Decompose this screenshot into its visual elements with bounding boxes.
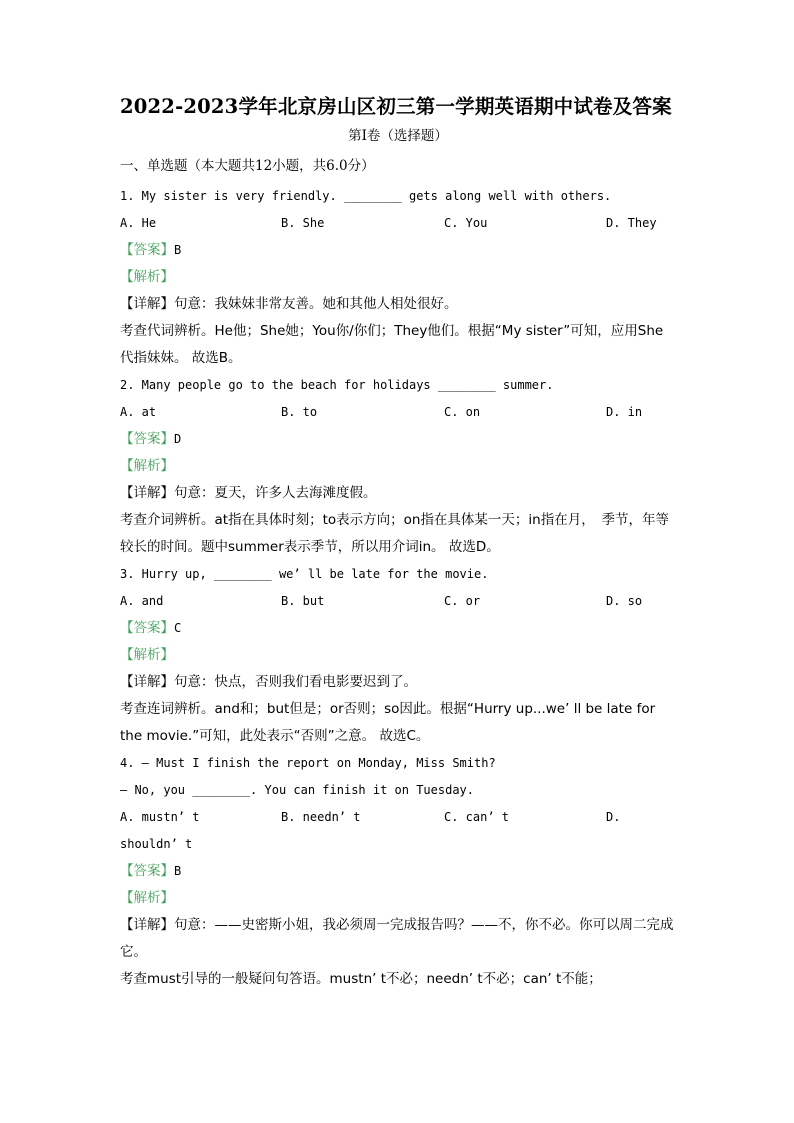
option-d: D. [606, 810, 621, 824]
detail-label: 【详解】 [120, 917, 174, 933]
analysis-label: 【解析】 [120, 890, 174, 906]
option-d: D. in [606, 405, 643, 419]
detail-line [120, 912, 676, 966]
option-b: B. She [281, 216, 325, 230]
explanation-text: 考查must引导的一般疑问句答语。mustn’ t不必；needn’ t不必；can’ t不能； [120, 971, 602, 987]
explanation-text: 考查代词辨析。He他；She她；You你/你们；They他们。根据“My sister”可知，应用She代指妹妹。 故选B。 [120, 323, 664, 366]
answer-value: B [174, 243, 182, 257]
question-2 [120, 372, 676, 561]
question-stem: 2. Many people go to the beach for holidays ________ summer. [120, 378, 554, 392]
question-stem-reply: — No, you ________. You can finish it on Tuesday. [120, 783, 475, 797]
explanation-text: 考查介词辨析。at指在具体时刻；to表示方向；on指在具体某一天；in指在月， 季节，年等较长的时间。题中summer表示季节，所以用介词in。 故选D。 [120, 512, 669, 555]
option-a: A. at [120, 405, 157, 419]
question-stem: 4. — Must I finish the report on Monday, Miss Smith? [120, 756, 496, 770]
answer-label: 【答案】 [120, 242, 174, 258]
option-d: D. They [606, 216, 657, 230]
document-page [120, 92, 676, 993]
options-row [120, 588, 676, 615]
detail-line [120, 291, 676, 318]
answer-line [120, 237, 676, 264]
detail-text: 句意：夏天，许多人去海滩度假。 [174, 485, 377, 501]
detail-text: 句意：快点，否则我们看电影要迟到了。 [174, 674, 417, 690]
answer-value: B [174, 864, 182, 878]
option-a: A. He [120, 216, 157, 230]
option-c: C. You [444, 216, 488, 230]
section-heading: 一、单选题（本大题共12小题，共6.0分） [120, 158, 375, 174]
options-row [120, 210, 676, 237]
question-stem: 1. My sister is very friendly. ________ gets along well with others. [120, 189, 612, 203]
question-4 [120, 750, 676, 993]
answer-value: D [174, 432, 182, 446]
option-a: A. and [120, 594, 164, 608]
detail-label: 【详解】 [120, 296, 174, 312]
answer-label: 【答案】 [120, 620, 174, 636]
option-b: B. needn’ t [281, 810, 361, 824]
question-3 [120, 561, 676, 750]
answer-value: C [174, 621, 182, 635]
option-c: C. on [444, 405, 481, 419]
detail-line [120, 480, 676, 507]
answer-label: 【答案】 [120, 863, 174, 879]
option-c: C. can’ t [444, 810, 510, 824]
options-row [120, 399, 676, 426]
answer-line [120, 426, 676, 453]
analysis-label: 【解析】 [120, 458, 174, 474]
question-1 [120, 183, 676, 372]
detail-label: 【详解】 [120, 485, 174, 501]
option-a: A. mustn’ t [120, 810, 200, 824]
option-b: B. but [281, 594, 325, 608]
options-row [120, 804, 676, 831]
detail-label: 【详解】 [120, 674, 174, 690]
answer-label: 【答案】 [120, 431, 174, 447]
option-d: D. so [606, 594, 643, 608]
part-title: 第I卷（选择题） [348, 128, 448, 144]
detail-text: 句意：——史密斯小姐，我必须周一完成报告吗？——不，你不必。你可以周二完成它。 [120, 917, 674, 960]
detail-line [120, 669, 676, 696]
answer-line [120, 858, 676, 885]
explanation-text: 考查连词辨析。and和；but但是；or否则；so因此。根据“Hurry up...we’ ll be late for the movie.”可知，此处表示“否则”之意。 故选C。 [120, 701, 656, 744]
question-stem: 3. Hurry up, ________ we’ ll be late for the movie. [120, 567, 489, 581]
option-b: B. to [281, 405, 318, 419]
option-c: C. or [444, 594, 481, 608]
analysis-label: 【解析】 [120, 269, 174, 285]
document-title: 2022-2023学年北京房山区初三第一学期英语期中试卷及答案 [120, 95, 672, 118]
analysis-label: 【解析】 [120, 647, 174, 663]
option-d-text: shouldn’ t [120, 837, 193, 851]
detail-text: 句意：我妹妹非常友善。她和其他人相处很好。 [174, 296, 458, 312]
answer-line [120, 615, 676, 642]
